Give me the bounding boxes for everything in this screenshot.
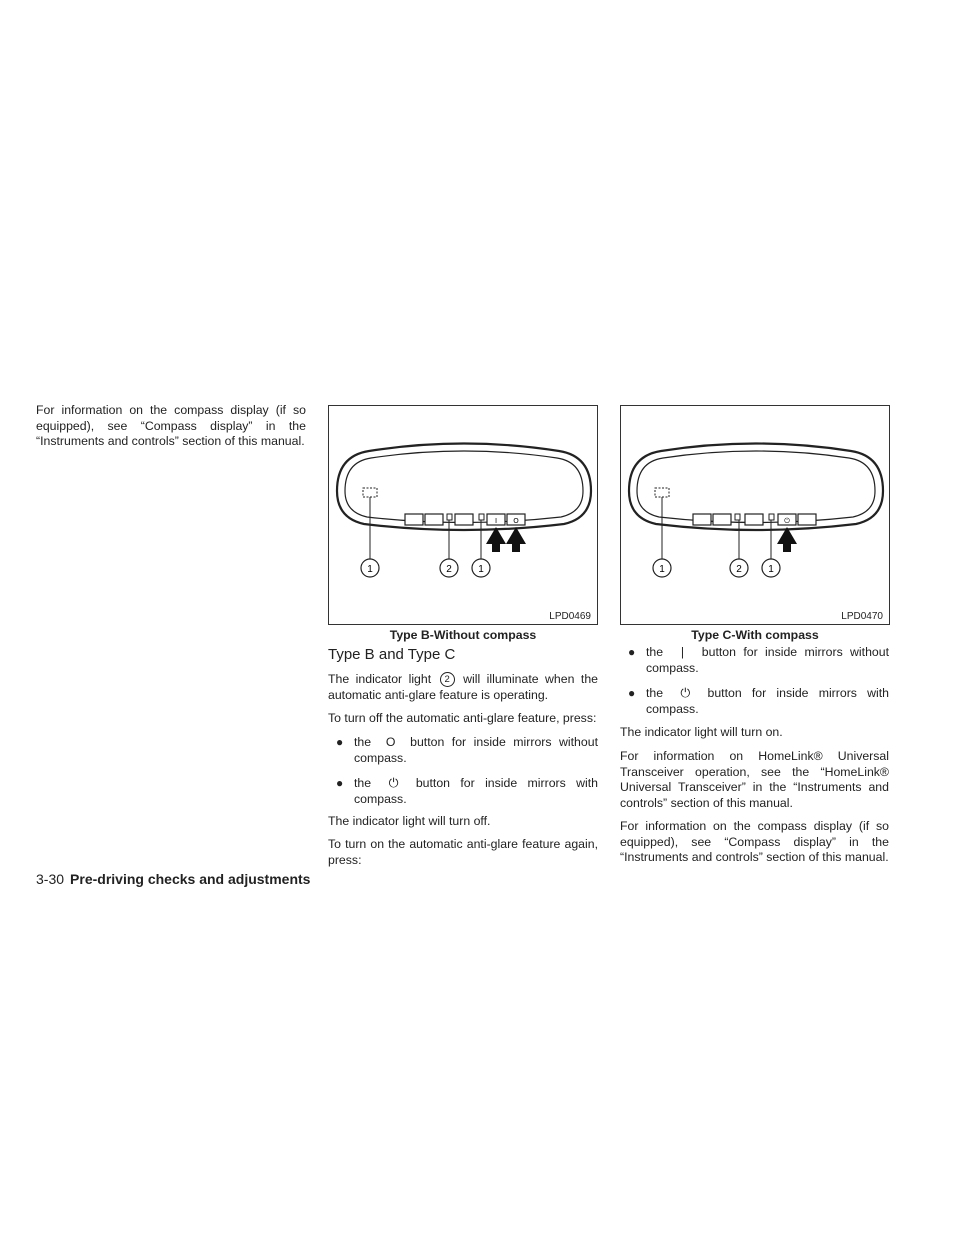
callout-1-left: 1 [659,564,665,575]
figure-type-c [620,405,890,625]
callout-1-left: 1 [367,564,373,575]
power-button-icon: ⏻ [388,776,399,790]
callout-2: 2 [446,564,452,575]
figure-c-caption: Type C-With compass [691,628,819,642]
list-item: ● the | button for inside mirrors without compass. [628,645,890,675]
svg-text:⏻: ⏻ [784,517,790,525]
mirror-diagram-type-b [329,406,599,626]
list-item: ● the O button for inside mirrors without compass. [336,735,598,765]
callout-2: 2 [736,564,742,575]
figure-b-caption: Type B-Without compass [389,628,537,642]
section-title: Pre-driving checks and adjustments [70,871,311,887]
i-button-icon: | [680,645,685,659]
page-footer [36,871,310,888]
homelink-paragraph: For information on HomeLink® Universal Transceiver operation, see the “HomeLink® Universal Transceiver” in the “Instruments and controls” section of this manual. [620,749,889,810]
list-item: ● the ⏻ button for inside mirrors with compass. [336,776,599,806]
intro-paragraph: For information on the compass display (if so equipped), see “Compass display” in the “Instruments and controls” section of this manual. [36,403,306,449]
mirror-diagram-type-c [621,406,891,626]
turn-on-result: The indicator light will turn on. [620,725,783,739]
turn-off-result: The indicator light will turn off. [328,814,491,828]
svg-text:I: I [494,517,498,525]
section-heading: Type B and Type C [328,646,456,663]
callout-1-right: 1 [768,564,774,575]
turn-off-paragraph: To turn off the automatic anti-glare feature, press: [328,711,597,725]
indicator-paragraph: The indicator light 2 will illuminate when the automatic anti-glare feature is operating. [328,672,598,702]
callout-2-inline: 2 [440,672,455,687]
turn-on-paragraph: To turn on the automatic anti-glare feature again, press: [328,837,598,867]
callout-1-right: 1 [478,564,484,575]
o-button-icon: O [385,735,396,749]
compass-paragraph: For information on the compass display (if so equipped), see “Compass display” in the “Instruments and controls” section of this manual. [620,819,889,865]
power-button-icon: ⏻ [680,686,691,700]
svg-text:O: O [513,517,519,525]
figure-type-b [328,405,598,625]
page-number: 3-30 [36,871,65,887]
list-item: ● the ⏻ button for inside mirrors with compass. [628,686,889,716]
figure-code: LPD0470 [841,611,883,622]
figure-code: LPD0469 [549,611,591,622]
